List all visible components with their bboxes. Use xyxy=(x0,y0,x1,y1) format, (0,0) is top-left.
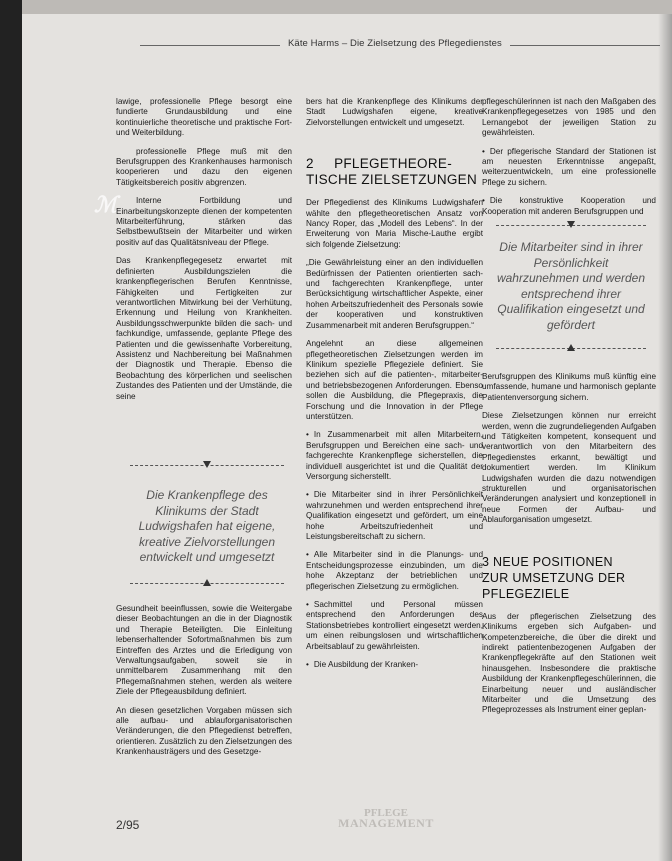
header-rule-left xyxy=(140,45,280,46)
paragraph: Der Pflegedienst des Klinikums Ludwigshafen wählte den pflegetheoretischen Ansatz von Nancy Roper, das „Modell des Lebens“. In der Erweiterung von Maria Mische-Lauthe ergibt sich folgende Zielsetzung: xyxy=(306,198,483,249)
page-number: 2/95 xyxy=(116,818,140,832)
bullet-item: • Alle Mitarbeiter sind in die Planungs- und Entscheidungsprozesse einzubinden, um die hohe Akzeptanz der betrieblichen und pflegerischen Zielsetzung zu ermöglichen. xyxy=(306,550,483,592)
paragraph: Diese Zielsetzungen können nur erreicht werden, wenn die zugrundeliegenden Aufgaben und Tätigkeiten kompetent, konsequent und verantwortlich von den Mitarbeitern des Pflegedienstes erkannt, bewältigt und dokumentiert werden. Im Klinikum Ludwigshafen wurden die dazu notwendigen strukturellen und organisatorischen Veränderungen analysiert und konzeptionell in neue Formen der Aufbau- und Ablauforganisation umgesetzt. xyxy=(482,411,656,525)
paragraph: Das Krankenpflegegesetz erwartet mit definierten Ausbildungszielen die krankenpflegerischen Berufen Kenntnisse, Fähigkeiten und Fertigkeiten zur verantwortlichen Mitwirkung bei der Verhütung, Erkennung und Heilung von Krankheiten. Ausbildungsschwerpunkte bilden die sach- und fachkundige, umfassende, geplante Pflege des Patienten und die gewissenhafte Vorbereitung, Assistenz und Nachbereitung bei Maßnahmen der Diagnostik und Therapie. Ebenso die Beobachtung des körperlichen und seelischen Zustandes des Patienten und der Umstände, die seine xyxy=(116,256,292,401)
paragraph: bers hat die Krankenpflege des Klinikums der Stadt Ludwigshafen eigene, kreative Zielvorstellungen entwickelt und umgesetzt. xyxy=(306,97,483,127)
column-3 xyxy=(482,97,656,225)
section-heading-3 xyxy=(482,554,656,602)
column-1 xyxy=(116,97,292,410)
bleed-through-mark: ℳ xyxy=(94,192,116,217)
logo-line: MANAGEMENT xyxy=(338,816,434,830)
bullet-item: • In Zusammenarbeit mit allen Mitarbeitern, Berufsgruppen und Bereichen eine sach- und fachgerechte Krankenpflege sicherstellen, die individuell ausgerichtet ist und die Qualität der Versorgung sicherstellt. xyxy=(306,430,483,482)
bullet-item: • Der pflegerische Standard der Stationen ist am neuesten Erkenntnisse angepaßt, weiterzuentwickeln, um eine professionelle Pflege zu sichern. xyxy=(482,147,656,189)
bullet-item: • Sachmittel und Personal müssen entsprechend den Anforderungen des Stationsbetriebes kontrolliert eingesetzt werden, um einen reibungslosen und wirtschaftlichen Arbeitsablauf zu gewährleisten. xyxy=(306,600,483,652)
heading-number: 2 xyxy=(306,156,314,172)
pull-quote-2 xyxy=(488,218,654,355)
bullet-item: • Die Ausbildung der Kranken- xyxy=(306,660,483,670)
paragraph: Gesundheit beeinflussen, sowie die Weitergabe dieser Beobachtungen an die in der Diagnostik und Therapie Beteiligten. Die Einleitung lebenserhaltender Sofortmaßnahmen bis zum Eintreffen des Arztes und die Erledigung von Verwaltungsaufgaben, soweit sie in unmittelbarem Zusammenhang mit den Pflegemaßnahmen stehen, werden als weitere Ziele der Pflegeausbildung definiert. xyxy=(116,604,292,697)
paragraph: Aus der pflegerischen Zielsetzung des Klinikums ergeben sich Aufgaben- und Kompetenzbereiche, die über die direkt und indirekt patientenbezogenen Aufgaben der Krankenpflegekräfte auf den Stationen weit hinausgehen. Insbesondere die praktische Ausbildung der Krankenpflegeschülerinnen, die Einarbeitung neuer und ausländischer Mitarbeiter und die Umsetzung des Pflegeprozesses als Instrument einer geplan- xyxy=(482,611,656,715)
pull-quote-1 xyxy=(122,458,292,590)
heading-line: ZUR UMSETZUNG DER xyxy=(482,570,626,585)
triangle-up-icon xyxy=(203,579,211,586)
triangle-down-icon xyxy=(567,221,575,228)
heading-line: PFLEGETHEORE- xyxy=(334,156,452,172)
paragraph: „Die Gewährleistung einer an den individuellen Bedürfnissen der Patienten orientierten sach- und fachgerechten Krankenpflege, unter Berücksichtigung wirtschaftlicher Aspekte, einer hohen Arbeitszufriedenheit des Personals sowie der kooperativen und konstruktiven Zusammenarbeit mit anderen Berufsgruppen.“ xyxy=(306,258,483,330)
header-title: Käte Harms – Die Zielsetzung des Pflegedienstes xyxy=(288,38,502,49)
pull-quote-text: Die Mitarbeiter sind in ihrer Persönlichkeit wahrzunehmen und werden entsprechend ihrer Qualifikation eingesetzt und gefördert xyxy=(496,240,646,332)
logo-line: PFLEGE xyxy=(363,807,408,819)
paragraph: professionelle Pflege muß mit den Berufsgruppen des Krankenhauses harmonisch kooperieren und dazu den eigenen Tätigkeitsbereich positiv abgrenzen. xyxy=(116,146,292,187)
paragraph: Angelehnt an diese allgemeinen pflegetheoretischen Zielsetzungen werden im Klinikum spezielle Pflegeziele definiert. Sie beziehen sich auf die patienten-, mitarbeiter- und betriebsbezogenen Anforderungen. Ebenso sollen die Ausbildung, die Pflegepraxis, die Forschung und die Innovation in der Pflege unterstützen. xyxy=(306,339,483,421)
paragraph: An diesen gesetzlichen Vorgaben müssen sich alle aufbau- und ablauforganisatorischen Veränderungen, die den Pflegedienst betreffen, orientieren. Zusätzlich zu den Zielsetzungen des Krankenhausträgers und des Gesetzge- xyxy=(116,705,292,757)
column-1-lower xyxy=(116,604,292,766)
heading-line: TISCHE ZIELSETZUNGEN xyxy=(306,172,478,188)
column-3-lower xyxy=(482,372,656,724)
triangle-up-icon xyxy=(567,344,575,351)
paragraph: Interne Fortbildung und Einarbeitungskonzepte dienen der kompetenten Mitarbeiterführung, stärken das Selbstbewußtsein der Mitarbeiter und wirken positiv auf das Qualitätsniveau der Pflege. xyxy=(116,196,292,247)
paragraph: Berufsgruppen des Klinikums muß künftig eine umfassende, humane und harmonisch geplante Patientenversorgung sichern. xyxy=(482,372,656,402)
paragraph: pflegeschülerinnen ist nach den Maßgaben des Krankenpflegegesetzes von 1985 und den Lernangebot der jeweiligen Station zu gewährleisten. xyxy=(482,97,656,138)
bullet-item: • Die konstruktive Kooperation und Kooperation mit anderen Berufsgruppen und xyxy=(482,196,656,217)
heading-line: PFLEGEZIELE xyxy=(482,586,570,601)
bullet-item: • Die Mitarbeiter sind in ihrer Persönlichkeit wahrzunehmen und werden entsprechend ihrer Qualifikation eingesetzt und gefördert, um eine hohe Arbeitszufriedenheit und Leistungsbereitschaft zu sichern. xyxy=(306,490,483,542)
pull-quote-text: Die Krankenpflege des Klinikums der Stadt Ludwigshafen hat eigene, kreative Zielvorstellungen entwickelt und umgesetzt xyxy=(138,488,276,564)
section-heading-2 xyxy=(306,156,483,188)
paragraph: lawige, professionelle Pflege besorgt eine fundierte Grundausbildung und eine kontinuierliche theoretische und praktische Fort- und Weiterbildung. xyxy=(116,97,292,138)
column-2 xyxy=(306,97,483,678)
header-rule-right xyxy=(510,45,660,46)
scan-left-edge xyxy=(0,0,22,861)
triangle-down-icon xyxy=(203,461,211,468)
running-header xyxy=(140,36,660,54)
scan-top-edge xyxy=(22,0,672,14)
heading-line: 3 NEUE POSITIONEN xyxy=(482,554,613,569)
magazine-logo xyxy=(338,808,434,828)
